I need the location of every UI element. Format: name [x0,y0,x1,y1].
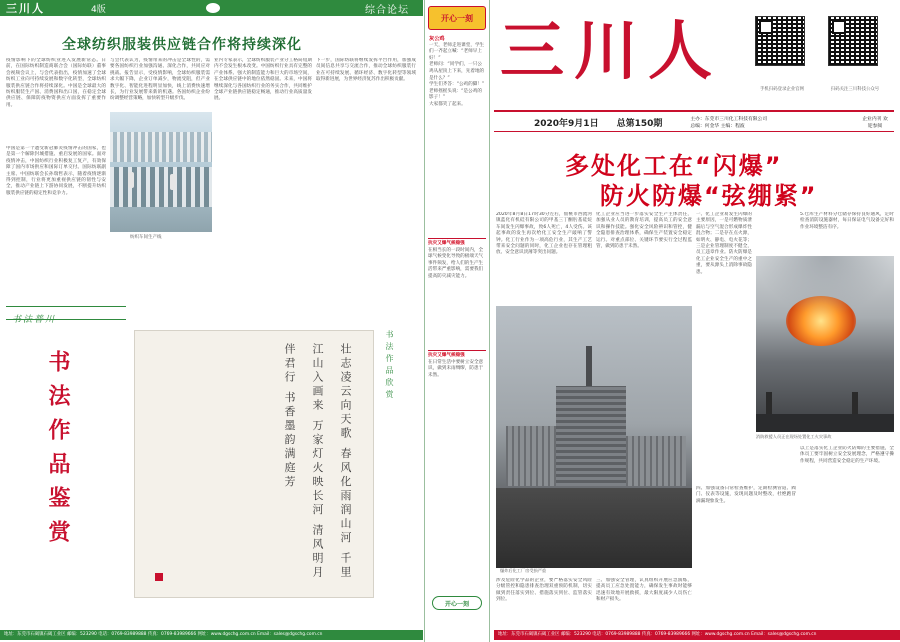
right-lower-col4: 以上是落实化工企业防火防爆的主要措施，全体员工要牢固树立安全发展理念，严格遵守操作规程，共同营造安全稳定的生产环境。 [800,446,894,464]
sidebar-item-5: 大家都笑了起来。 [429,101,466,107]
sidebar-logo-text: 开心一刻 [441,13,473,23]
calligraphy-artwork [134,330,374,598]
seal-stamp [155,573,163,581]
right-lower-col3: 四、加强设备日常检查维护，定期检测管道、阀门、仪表等设施，发现问题及时整改，杜绝跑冒滴漏现象发生。 [696,486,796,504]
edition-label: 4版 [91,4,106,15]
right-date-bar-line [494,110,894,112]
sidebar-item-1: 一天，老师走进课堂，学生们一齐起立喊：“老师早上好！” [429,42,485,61]
sidebar-box [428,238,486,281]
left-article-col2: 与会代表认为，疫情带来的冲击是全球性的，需要各国纺织行业加强沟通、深化合作，共同应对挑战。报告显示，受疫情影响，全球纺织服装需求大幅下降，企业订单减少，物流受阻，但产业数字化、智能化进程明显加快，线上消费快速增长，为行业发展带来新的机遇。各国纺织企业纷纷调整经营策略，加快转型升级步伐。 [110,58,210,102]
damaged-plant-photo [496,306,692,568]
sidebar-box-text: 在相当长的一段时间内，全球气候变化导致的极端天气事件频发，给人们的生产生活带来严重影响，需要我们提高防灾减灾能力。 [428,247,484,279]
right-article-col4: 5.仓库生产材料分仓储存保持良好通风，定时检查消防设施器材，每日保证电气设备完好和作业环境整洁有序。 [800,212,894,230]
left-article-col3: 业内专家表示，全球纺织服装产业分工格局短期内不会发生根本改变。中国纺织行业具有完整的产业体系、强大的制造能力和巨大的市场空间，在全球供应链中的地位依然稳固。未来，中国将继续深化与各国纺织行业的务实合作，共同维护全球产业链供应链稳定畅通，推动行业高质量发展。 [214,58,312,102]
right-headline-1: 多处化工在“闪爆” [565,152,783,180]
fire-photo-caption: 消防救援人员正在现场处置化工火灾事故 [756,434,832,439]
right-lower-col1: 涉及危险化学品的企业，要严格落实安全风险分级管控和隐患排查治理双重预防机制，切实做到责任落实到位、措施落实到位、监管落实到位。 [496,578,592,603]
left-footer: 地址：东莞市石碣镇石碣工业区 邮编：523290 电话：0769-83989888 传真：0769-83989666 网址：www.dgschg.com.cn Email：sales@dgschg.com.cn [0,630,423,640]
qr2-label: 扫码关注三川科技公众号 [830,87,880,92]
right-article-col2: 化工企业应当进一步落实安全生产主体责任，加强从业人员的教育培训，提高员工的安全意识和操作技能。强化安全风险辨识和管控，健全隐患排查治理体系，确保生产装置安全稳定运行。对重点部位、关键环节要实行全过程监管，做到防患于未然。 [596,212,692,250]
left-article-col1b: 中国是第一个遭受新冠肺炎疫情冲击的国家，也是第一个解除封城措施、重启发展的国家。面对疫情冲击，中国纺织行业积极复工复产，有效保障了国内市场供应和国际订单交付。国际纺联副主席、中国纺联会长孙瑞哲表示，随着疫情逐渐得到控制，行业将更加重视供应链的韧性与安全，推动产业链上下游协同发展，不断提升纺织服装供应链的稳定性和竞争力。 [6,146,106,196]
sidebar-joke-list [426,36,488,109]
sidebar-logo [428,6,486,30]
right-article-col3: 一、化工企业易发生闪爆的主要原因，一是可燃物质泄漏后与空气混合形成爆炸性混合物；二是存在点火源，如明火、静电、电火花等；三是企业管理制度不健全，员工违章作业。防火防爆是化工企业安全生产的重中之重，要从源头上消除事故隐患。 [696,212,752,275]
editor-label: 总编：何金华 主编：程波 [690,124,745,129]
sidebar [426,0,488,642]
textile-factory-photo [110,112,212,232]
sidebar-item-4: 老师摇摇头说：“是公鸡的影子！” [429,88,482,101]
sidebar-box2-title: 抗灾又爆气候稳强 [428,353,465,358]
left-logo-icon [206,3,220,13]
sidebar-item-3: 学生们齐答：“公鸡的脚！” [429,82,485,88]
issue-number: 总第150期 [616,118,663,129]
right-date-bar-line-bottom [494,131,894,132]
calligraphy-side-text: 书法作品欣赏 [385,330,394,402]
left-header-bar [0,0,423,16]
sidebar-box2 [428,350,486,379]
right-lower-col2: 三、加强安全管理，认真组织开展应急演练，提高员工应急处置能力，确保发生事故时能够迅速有效地开展救援，最大限度减少人员伤亡和财产损失。 [596,578,692,603]
sidebar-right-divider [489,0,490,642]
corner-label: 企业内刊 欢迎参阅 [862,117,888,129]
sidebar-box2-text: 在日常生活中要树立安全意识，做到未雨绸缪，防患于未然。 [428,359,484,378]
qr-code-website[interactable] [755,16,805,66]
calligraphy-banner-text: 书法普川 [12,315,57,325]
section-label: 综合论坛 [365,4,409,16]
calligraphy-banner [6,306,126,325]
right-date-bar [494,114,894,130]
qr1-label: 手机扫码登录企业官网 [760,87,804,92]
qr-code-wechat[interactable] [828,16,878,66]
calligraphy-title-text: 书法作品鉴赏 [45,350,71,554]
calligraphy-side-label [384,330,404,402]
sidebar-bottom-logo [432,596,482,610]
sidebar-item-0: 灰公鸡 [429,36,445,42]
left-masthead: 三川人 [6,2,45,15]
sidebar-bottom-logo-text: 开心一刻 [444,600,469,608]
right-article-col1: 2020年8月8日17时30分左右，仙桃市西流河镇蓝化有机硅有限公司的甲基三丁酮肟基硅烷车间发生闪爆事故，致6人死亡，4人受伤。该起事故的发生再次给化工安全生产敲响了警钟。化工行业作为一项高危行业，其生产工艺带来安全问题的同时，化工企业也存在管理粗放、安全意识淡薄等突出问题。 [496,212,592,256]
plant-photo-caption: 爆炸后化工厂房受损严重 [500,568,547,573]
left-article-col4: 下一步，国际纺联将继续发挥平台作用，加强成员间信息共享与交流合作，推动全球纺织服装行业在可持续发展、循环经济、数字化转型等领域取得新进展，为世界经济复苏作出积极贡献。 [316,58,416,83]
sidebar-left-divider [424,0,425,642]
sidebar-item-2: 老师问：“同学们，一只公鸡从屋顶上下来，先着地的是什么？” [429,62,485,81]
textile-photo-caption: 纺织车间生产线 [130,235,162,240]
left-headline: 全球纺织服装供应链合作将持续深化 [62,37,302,53]
publisher-info [690,115,767,129]
issue-date: 2020年9月1日 [534,118,599,129]
calligraphy-poem: 壮志凌云向天歌 春风化雨润山河 千里江山入画来 万家灯火映长河 清风明月伴君行 书香墨韵满庭芳 [283,343,352,580]
publisher-label: 主办：东莞市三川化工科技有限公司 [690,117,768,122]
left-article-col1: 疫情影响下的全球纺织业进入发展新常态。日前，在国际纺织制造商联合会（国际纺联）董事会视频会议上，与会代表指出，疫情加速了全球纺织工业向可持续发展和数字化转型，全球纺织服装供应链合作将持续深化。中国是全球最大的纺织服装生产国、消费国和出口国，在稳定全球供应链、保障防疫物资供应方面发挥了重要作用。 [6,58,106,108]
right-headline-2: 防火防爆“弦绷紧” [600,182,818,210]
fire-scene-photo [756,256,894,432]
right-masthead: 三川人 [500,14,722,89]
sidebar-box-title: 抗灾又爆气候稳强 [428,241,465,246]
calligraphy-title [44,350,74,554]
right-footer: 地址：东莞市石碣镇石碣工业区 邮编：523290 电话：0769-83989888 传真：0769-83989666 网址：www.dgschg.com.cn Email：sales@dgschg.com.cn [494,630,900,640]
